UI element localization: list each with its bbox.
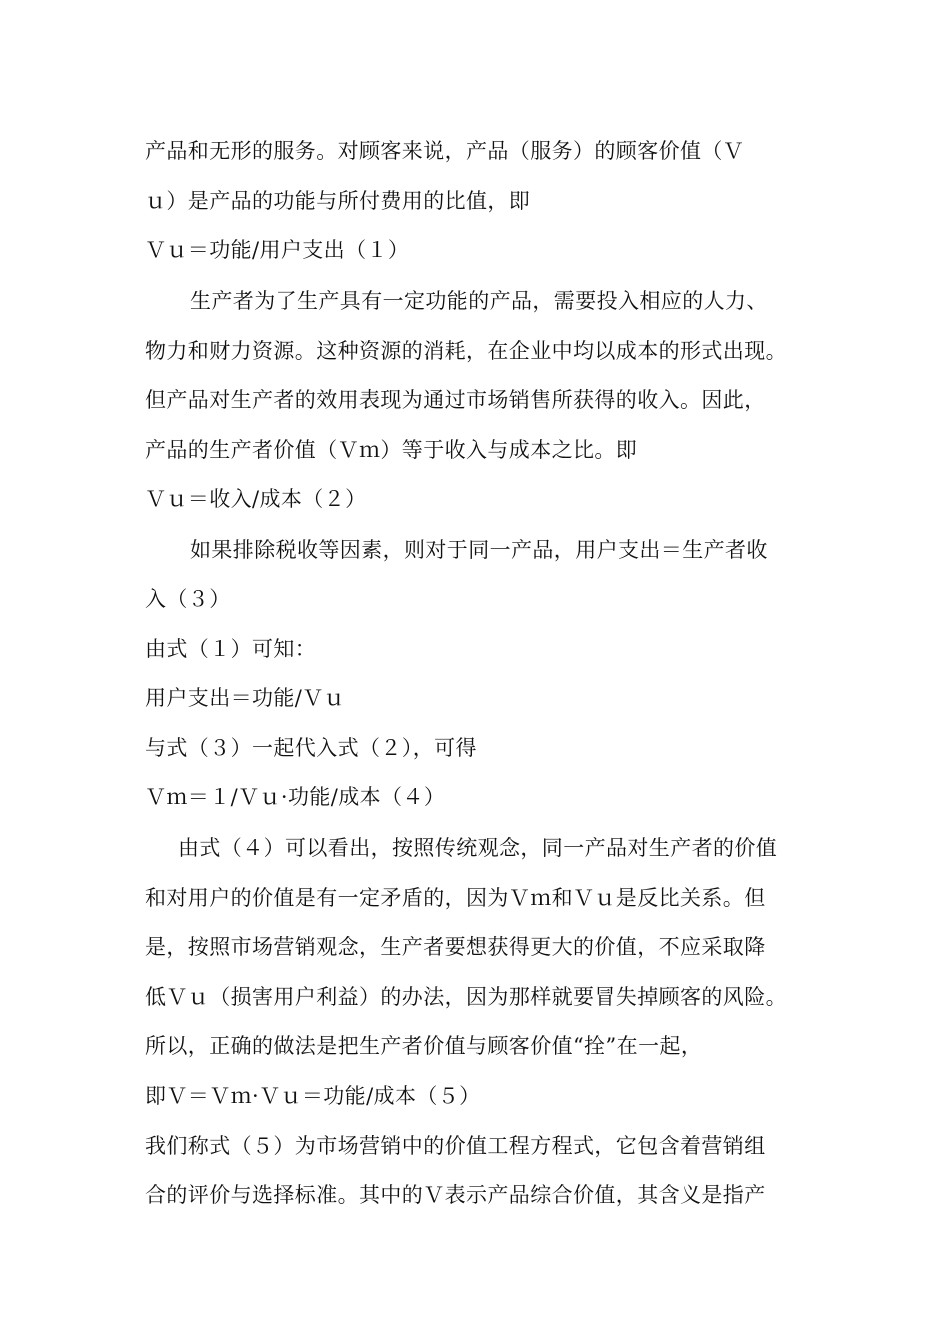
formula-line: Ｖｍ＝１/Ｖｕ·功能/成本（４） [145, 785, 446, 809]
text-line: 是，按照市场营销观念，生产者要想获得更大的价值，不应采取降 [145, 935, 766, 959]
text-line: ｕ）是产品的功能与所付费用的比值，即 [145, 189, 531, 213]
paragraph-start-line: 生产者为了生产具有一定功能的产品，需要投入相应的人力、 [190, 289, 768, 313]
text-line: 与式（３）一起代入式（２），可得 [145, 736, 477, 760]
text-line: 由式（１）可知： [145, 637, 317, 661]
text-line: 但产品对生产者的效用表现为通过市场销售所获得的收入。因此， [145, 388, 766, 412]
text-line: 和对用户的价值是有一定矛盾的，因为Ｖｍ和Ｖｕ是反比关系。但 [145, 886, 766, 910]
formula-line: Ｖｕ＝收入/成本（２） [145, 487, 367, 511]
text-line: 产品和无形的服务。对顾客来说，产品（服务）的顾客价值（Ｖ [145, 139, 745, 163]
formula-line: 即Ｖ＝Ｖｍ·Ｖｕ＝功能/成本（５） [145, 1084, 481, 1108]
formula-line: 用户支出＝功能/Ｖｕ [145, 686, 346, 710]
text-line: 物力和财力资源。这种资源的消耗，在企业中均以成本的形式出现。 [145, 339, 787, 363]
text-line: 产品的生产者价值（Ｖｍ）等于收入与成本之比。即 [145, 438, 638, 462]
paragraph-start-line: 由式（４）可以看出，按照传统观念，同一产品对生产者的价值 [178, 836, 778, 860]
text-line: 低Ｖｕ（损害用户利益）的办法，因为那样就要冒失掉顾客的风险。 [145, 985, 787, 1009]
paragraph-start-line: 如果排除税收等因素，则对于同一产品，用户支出＝生产者收 [190, 538, 768, 562]
text-line: 所以，正确的做法是把生产者价值与顾客价值“拴”在一起， [145, 1034, 703, 1058]
text-line: 入（３） [145, 587, 231, 611]
formula-line: Ｖｕ＝功能/用户支出（１） [145, 238, 410, 262]
text-line: 合的评价与选择标准。其中的Ｖ表示产品综合价值，其含义是指产 [145, 1183, 766, 1207]
text-line: 我们称式（５）为市场营销中的价值工程方程式，它包含着营销组 [145, 1134, 766, 1158]
